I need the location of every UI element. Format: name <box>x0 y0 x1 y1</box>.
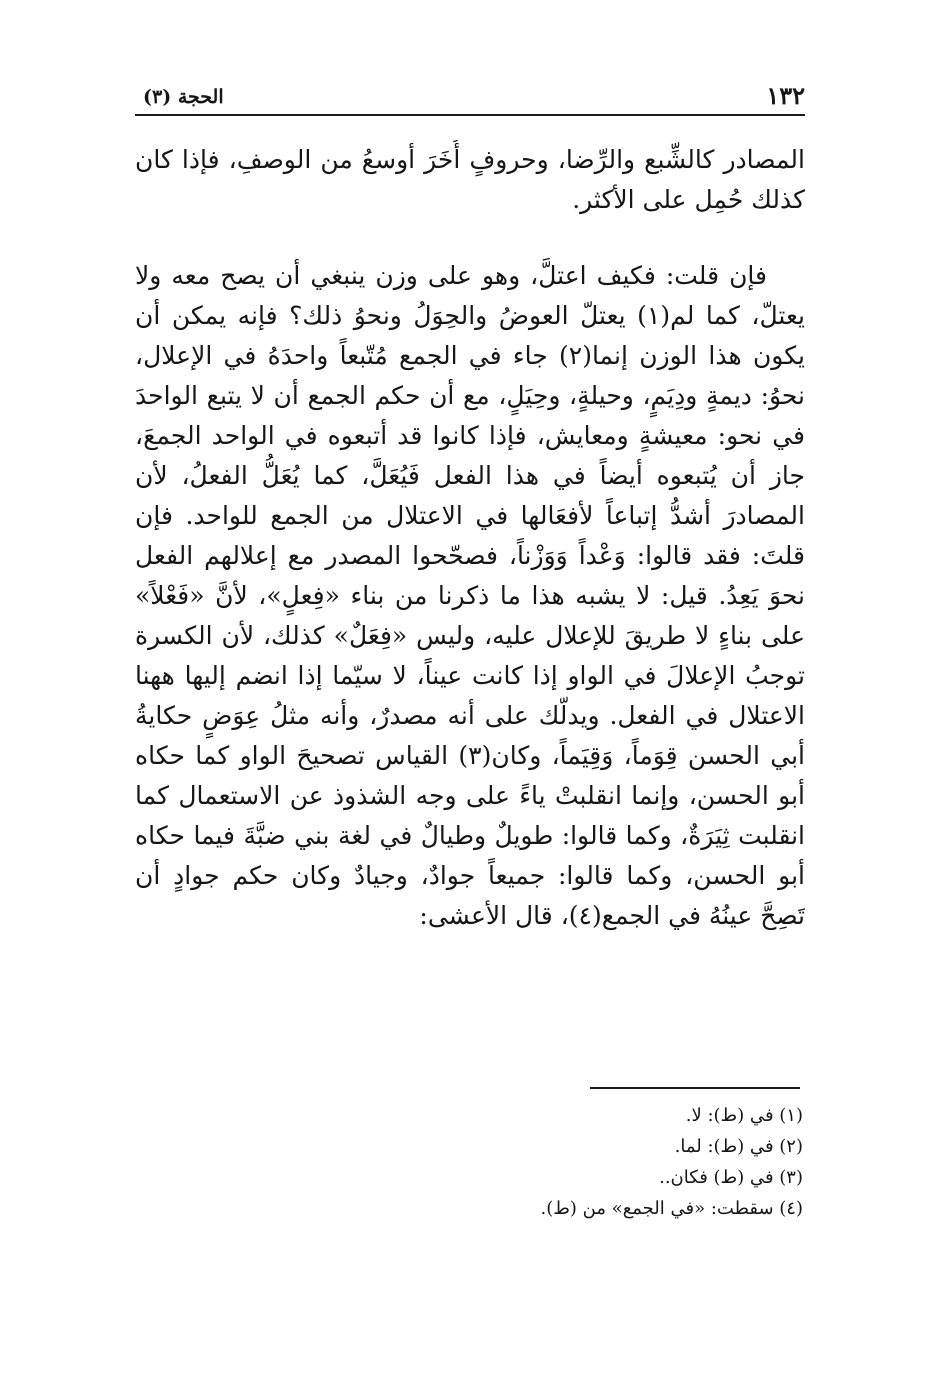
paragraph-1: المصادر كالشِّبع والرِّضا، وحروفٍ أُخَرَ أوسعُ من الوصفِ، فإذا كان كذلك حُمِل على الأكثر. <box>135 145 805 214</box>
paragraph-2: فإن قلت: فكيف اعتلَّ، وهو على وزن ينبغي أن يصح معه ولا يعتلّ، كما لم(١) يعتلّ العوضُ والحِوَلُ ونحوُ ذلك؟ فإنه يمكن أن يكون هذا الوزن إنما(٢) جاء في الجمع مُتّبعاً واحدَهُ في الإعلال، نحوُ: ديمةٍ ودِيَمٍ، وحيلةٍ، وحِيَلٍ، مع أن حكم الجمع أن لا يتبع الواحدَ في نحو: معيشةٍ ومعايش، فإذا كانوا قد أتبعوه في الواحد الجمعَ، جاز أن يُتبعوه أيضاً في هذا الفعل فَيُعَلَّ، كما يُعَلُّ الفعلُ، لأن المصادرَ أشدُّ إتباعاً لأفعَالها في الاعتلال من الجمع للواحد. فإن قلتَ: فقد قالوا: وَعْداً وَوَزْناً، فصحّحوا المصدر مع إعلالهم الفعل نحوَ يَعِدُ. قيل: لا يشبه هذا ما ذكرنا من بناء «فِعلٍ»، لأنَّ «فَعْلاً» على بناءٍ لا طريقَ للإعلال عليه، وليس «فِعَلٌ» كذلك، لأن الكسرة توجبُ الإعلالَ في الواو إذا كانت عيناً، لا سيّما إذا انضم إليها ههنا الاعتلال في الفعل. ويدلّك على أنه مصدرٌ، وأنه مثلُ عِوَضٍ حكايةُ أبي الحسن قِوَماً، وَقِيَماً، وكان(٣) القياس تصحيحَ الواو كما حكاه أبو الحسن، وإنما انقلبتْ ياءً على وجه الشذوذ عن الاستعمال كما انقلبت ثِيَرَةٌ، وكما قالوا: طويلٌ وطيالٌ في لغة بني ضبَّةَ فيما حكاه أبو الحسن، وكما قالوا: جميعاً جوادٌ، وجيادٌ وكان حكم جوادٍ أن تَصِحَّ عينُهُ في الجمع(٤)، قال الأعشى: <box>135 261 805 930</box>
footnote-2: (٢) في (ط): لما. <box>674 1136 803 1157</box>
page-number: ١٣٢ <box>766 81 805 110</box>
footnotes <box>430 1100 803 1224</box>
footnote-1: (١) في (ط): لا. <box>685 1105 803 1126</box>
footnote-4: (٤) سقطت: «في الجمع» من (ط). <box>540 1198 803 1219</box>
footnote-rule <box>590 1087 800 1089</box>
header-rule <box>135 114 805 116</box>
footnote-3: (٣) في (ط) فكان.. <box>659 1167 803 1188</box>
body-text <box>135 140 805 1042</box>
page-header <box>135 82 805 116</box>
running-title: الحجة (٣) <box>143 86 224 108</box>
